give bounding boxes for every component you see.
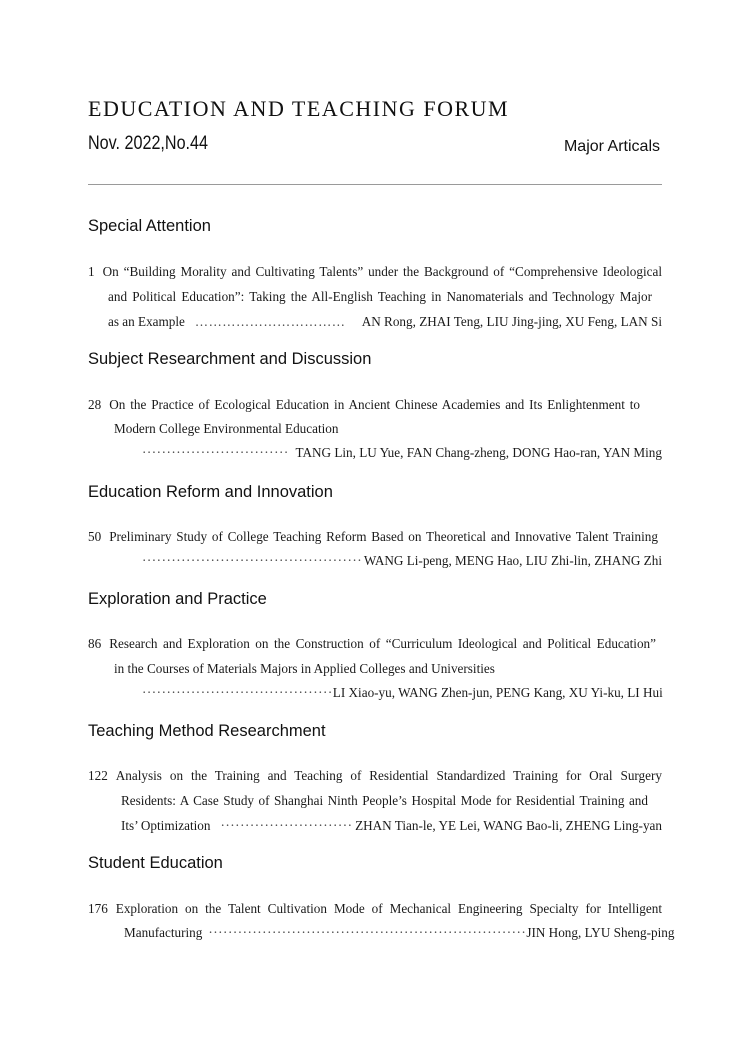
article-title-line[interactable] (88, 899, 662, 919)
article-last-line[interactable] (124, 923, 675, 943)
article-page-number: 86 (88, 636, 102, 651)
article-authors: JIN Hong, LYU Sheng-ping (526, 925, 675, 940)
section-heading-student-education: Student Education (88, 854, 223, 872)
article-page-number: 50 (88, 529, 102, 544)
leader-dots: ······································· (142, 685, 333, 700)
article-authors: WANG Li-peng, MENG Hao, LIU Zhi-lin, ZHANG Zhi (363, 553, 662, 568)
section-heading-exploration-practice: Exploration and Practice (88, 590, 267, 608)
leader-dots: …………………………… (194, 314, 346, 329)
article-title-line[interactable]: in the Courses of Materials Majors in Applied Colleges and Universities (114, 661, 495, 676)
article-title-line[interactable] (88, 262, 662, 282)
article-page-number: 122 (88, 768, 108, 783)
article-title-text: Manufacturing (124, 925, 203, 940)
section-heading-special-attention: Special Attention (88, 217, 211, 235)
article-title-line[interactable] (88, 395, 640, 415)
article-authors-line[interactable] (142, 683, 662, 703)
article-authors-line[interactable] (142, 551, 662, 571)
section-heading-subject-researchment: Subject Researchment and Discussion (88, 350, 372, 368)
article-title-line[interactable] (88, 527, 658, 547)
article-title-text: Exploration on the Talent Cultivation Mode of Mechanical Engineering Specialty for Intelligent (115, 901, 662, 916)
article-title-text: Preliminary Study of College Teaching Reform Based on Theoretical and Innovative Talent Training (109, 529, 658, 544)
article-page-number: 176 (88, 901, 108, 916)
leader-dots: ································································· (208, 925, 527, 940)
article-title-text: On “Building Morality and Cultivating Talents” under the Background of “Comprehensive Ideological (102, 264, 662, 279)
article-page-number: 1 (88, 264, 95, 279)
article-title-text: On the Practice of Ecological Education in Ancient Chinese Academies and Its Enlightenment to (109, 397, 640, 412)
leader-dots: ··························· (220, 818, 353, 833)
article-authors: TANG Lin, LU Yue, FAN Chang-zheng, DONG Hao-ran, YAN Ming (295, 445, 662, 460)
article-authors: ZHAN Tian-le, YE Lei, WANG Bao-li, ZHENG Ling-yan (355, 818, 662, 833)
section-label: Major Articals (563, 138, 660, 155)
article-title-line[interactable] (88, 634, 656, 654)
article-title-text: Its’ Optimization (121, 818, 211, 833)
section-heading-education-reform: Education Reform and Innovation (88, 483, 333, 501)
article-title-text: Analysis on the Training and Teaching of Residential Standardized Training for Oral Surgery (115, 768, 662, 783)
article-page-number: 28 (88, 397, 102, 412)
article-authors: AN Rong, ZHAI Teng, LIU Jing-jing, XU Feng, LAN Si (361, 314, 662, 329)
leader-dots: ······························ (142, 445, 289, 460)
leader-dots: ············································· (142, 553, 363, 568)
journal-title: EDUCATION AND TEACHING FORUM (88, 96, 510, 121)
header-divider (88, 184, 662, 185)
article-title-text: Research and Exploration on the Construction of “Curriculum Ideological and Political Education” (109, 636, 656, 651)
article-title-line[interactable]: Modern College Environmental Education (114, 421, 339, 436)
article-last-line[interactable] (108, 312, 662, 332)
issue-number: Nov. 2022,No.44 (88, 133, 209, 154)
article-last-line[interactable] (121, 816, 662, 836)
article-title-text: as an Example (108, 314, 185, 329)
article-authors-line[interactable] (142, 443, 662, 463)
article-title-line[interactable]: and Political Education”: Taking the All-English Teaching in Nanomaterials and Technology Major (108, 289, 652, 304)
article-title-line[interactable] (88, 766, 662, 786)
section-heading-teaching-method: Teaching Method Researchment (88, 722, 326, 740)
article-authors: LI Xiao-yu, WANG Zhen-jun, PENG Kang, XU Yi-ku, LI Hui (332, 685, 663, 700)
article-title-line[interactable]: Residents: A Case Study of Shanghai Ninth People’s Hospital Mode for Residential Training and (121, 793, 648, 808)
